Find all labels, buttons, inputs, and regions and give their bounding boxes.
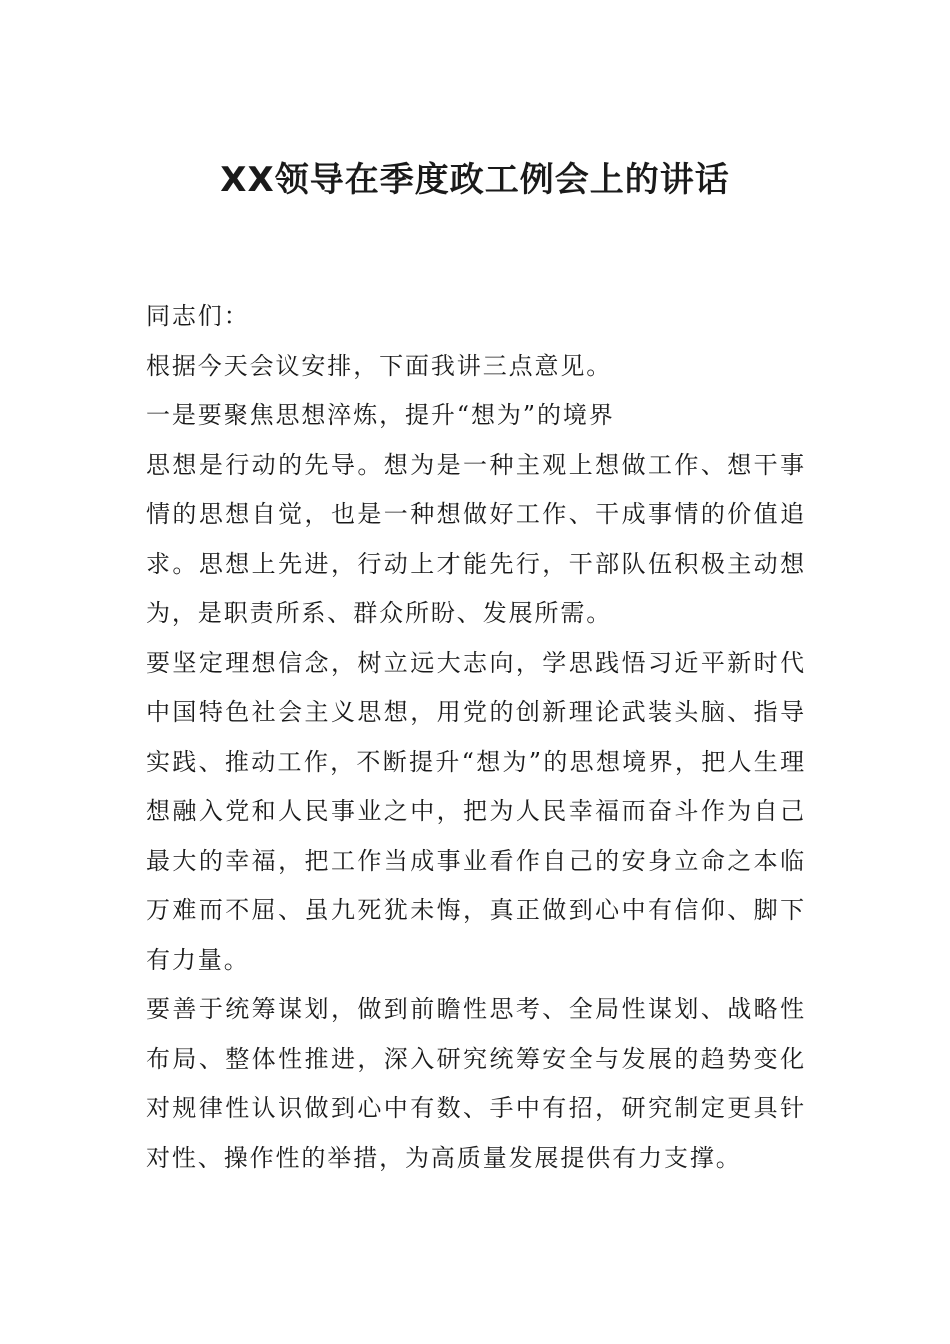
salutation: 同志们： [146, 302, 250, 330]
body-paragraph: 思想是行动的先导。想为是一种主观上想做工作、想干事情的思想自觉，也是一种想做好工作、干成事情的价值追求。思想上先进，行动上才能先行，干部队伍积极主动想为，是职责所系、群众所盼、发展所需。 [146, 450, 806, 627]
section-heading: 一是要聚焦思想淬炼，提升“想为”的境界 [146, 401, 615, 429]
body-paragraph: 要坚定理想信念，树立远大志向，学思践悟习近平新时代中国特色社会主义思想，用党的创新理论武装头脑、指导实践、推动工作，不断提升“想为”的思想境界，把人生理想融入党和人民事业之中，把为人民幸福而奋斗作为自己最大的幸福，把工作当成事业看作自己的安身立命之本临万难而不屈、虽九死犹未悔，真正做到心中有信仰、脚下有力量。 [146, 648, 806, 974]
document-title: XX领导在季度政工例会上的讲话 [220, 160, 730, 200]
body-paragraph: 要善于统筹谋划，做到前瞻性思考、全局性谋划、战略性布局、整体性推进，深入研究统筹安全与发展的趋势变化对规律性认识做到心中有数、手中有招，研究制定更具针对性、操作性的举措，为高质量发展提供有力支撑。 [146, 995, 806, 1172]
document-body [146, 292, 806, 1183]
intro-paragraph: 根据今天会议安排，下面我讲三点意见。 [146, 351, 613, 380]
